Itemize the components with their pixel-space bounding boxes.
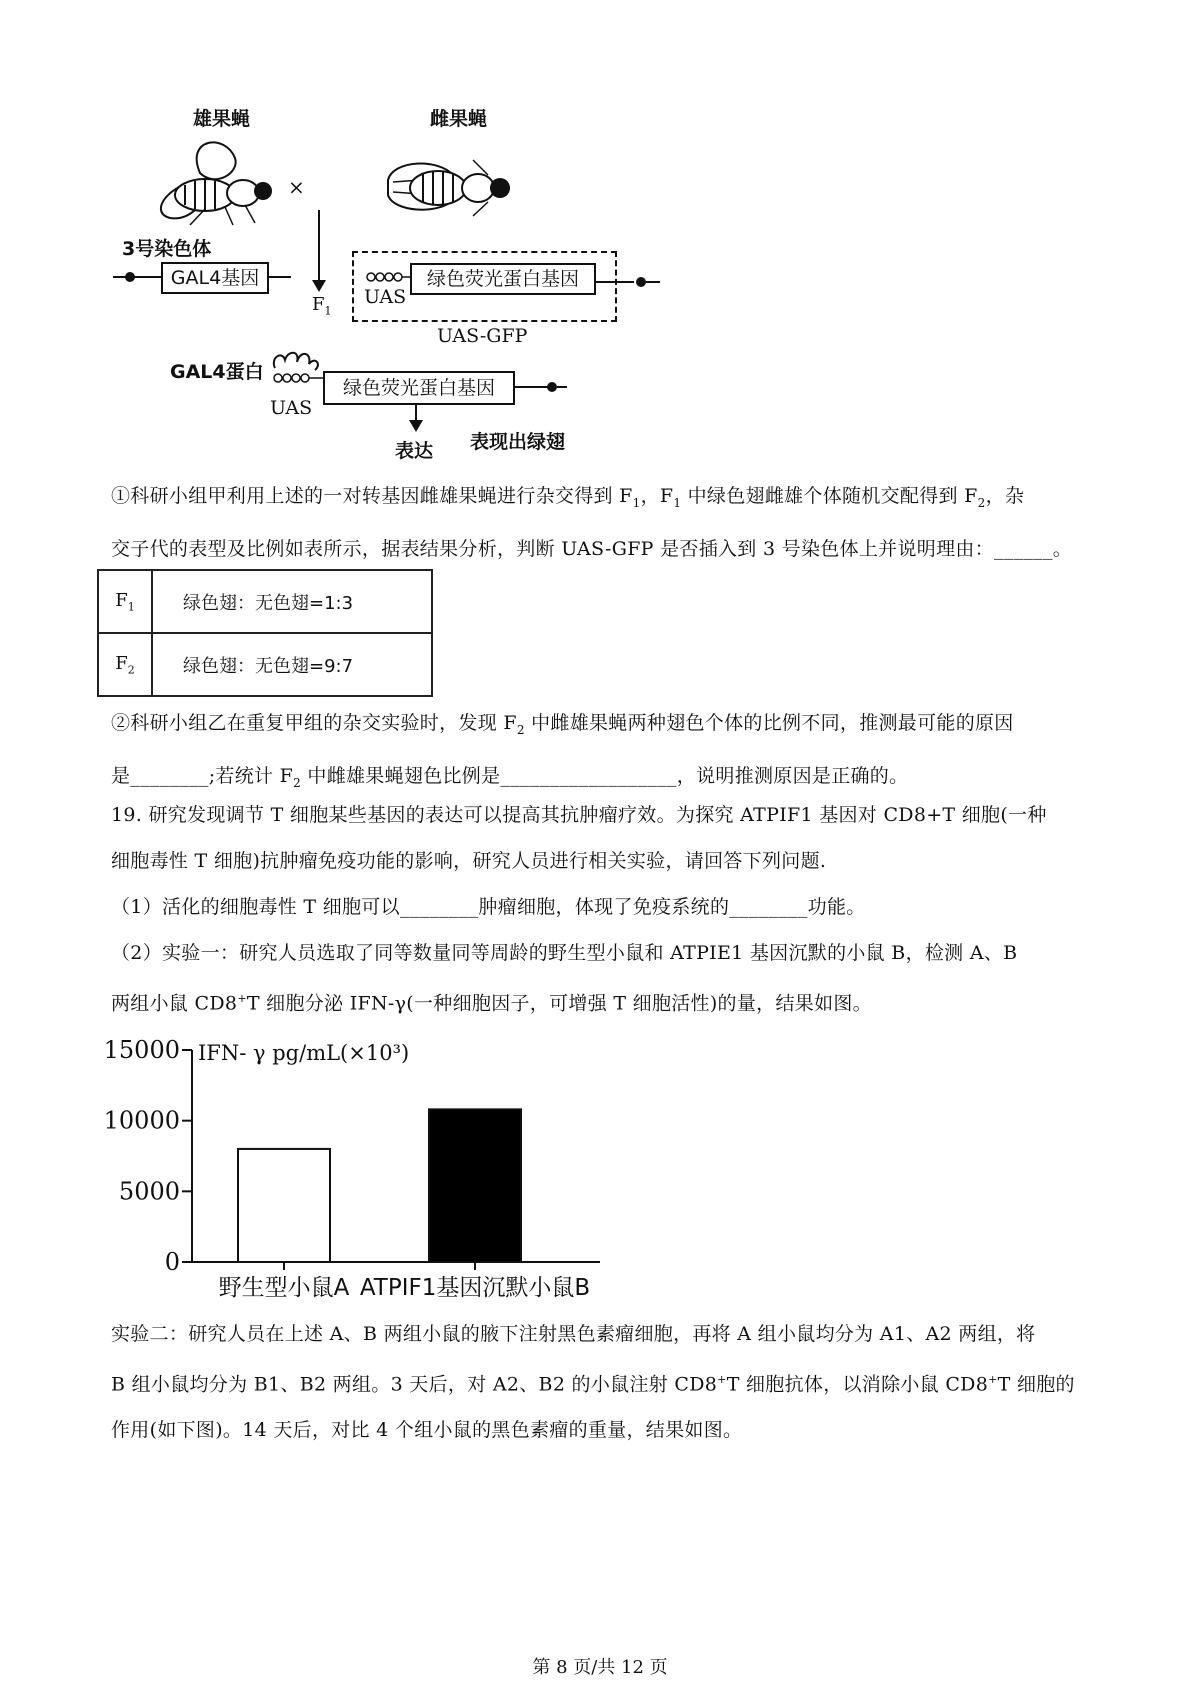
uas-gfp-label: UAS-GFP <box>437 325 528 347</box>
y-tick-label: 10000 <box>103 1106 180 1135</box>
ratio-table <box>97 569 433 697</box>
y-axis-label: IFN- γ pg/mL(×10³) <box>198 1041 410 1065</box>
x-tick-label: ATPIF1基因沉默小鼠B <box>359 1275 591 1301</box>
q1-line-2: 交子代的表型及比例如表所示，据表结果分析，判断 UAS-GFP 是否插入到 3 号染色体上并说明理由：______。 <box>111 537 1073 560</box>
table-cell-generation: $F_2$ <box>98 633 152 696</box>
ifn-gamma-bar-chart <box>100 1030 620 1310</box>
q19-sub-2-line-1: （2）实验一：研究人员选取了同等数量同等周龄的野生型小鼠和 ATPIE1 基因沉默的小鼠 B，检测 A、B <box>111 942 1018 964</box>
bar <box>238 1149 330 1262</box>
q19-sub-1: （1）活化的细胞毒性 T 细胞可以________肿瘤细胞，体现了免疫系统的________功能。 <box>111 896 866 918</box>
male-fly-icon <box>145 133 280 228</box>
phenotype-label: 表现出绿翅 <box>470 431 566 453</box>
centromere-dot <box>125 272 135 282</box>
arrow-down-icon <box>312 280 326 292</box>
question-19-paragraph <box>111 792 1101 1026</box>
centromere-dot <box>636 277 646 287</box>
table-cell-ratio: 绿色翅：无色翅=1:3 <box>152 570 432 633</box>
question-2-paragraph <box>111 700 1101 806</box>
x-tick-label: 野生型小鼠A <box>218 1275 350 1301</box>
y-tick-label: 15000 <box>103 1036 180 1064</box>
uas-label-2: UAS <box>270 397 313 419</box>
express-label: 表达 <box>395 440 434 462</box>
gfp-gene-box-2: 绿色荧光蛋白基因 <box>323 371 515 405</box>
q1-line-1: ①科研小组甲利用上述的一对转基因雌雄果蝇进行杂交得到 $F_1$，$F_1$ 中绿色翅雌雄个体随机交配得到 $F_2$，杂 <box>111 485 1025 510</box>
f1-label: $F_1$ <box>312 294 332 318</box>
q2-line-2: 是________;若统计 $F_2$ 中雌雄果蝇翅色比例是__________________，说明推测原因是正确的。 <box>111 764 909 790</box>
cross-symbol: × <box>288 175 305 199</box>
gal4-protein-label: GAL4蛋白 <box>170 361 264 383</box>
female-fly-icon <box>378 150 518 225</box>
table-row <box>98 570 432 633</box>
table-row <box>98 633 432 696</box>
chromosome3-label: 3号染色体 <box>122 238 212 260</box>
y-tick-label: 5000 <box>118 1177 180 1206</box>
page-footer: 第 8 页/共 12 页 <box>532 1657 668 1678</box>
q2-line-1: ②科研小组乙在重复甲组的杂交实验时，发现 $F_2$ 中雌雄果蝇两种翅色个体的比例不同，推测最可能的原因 <box>111 712 1014 737</box>
exp2-line-2: B 组小鼠均分为 B1、B2 两组。3 天后，对 A2、B2 的小鼠注射 CD8+T 细胞抗体，以消除小鼠 CD8+T 细胞的 <box>111 1373 1075 1396</box>
male-fly-label: 雄果蝇 <box>193 108 251 130</box>
exp2-line-1: 实验二：研究人员在上述 A、B 两组小鼠的腋下注射黑色素瘤细胞，再将 A 组小鼠均分为 A1、A2 两组，将 <box>111 1323 1036 1345</box>
female-fly-label: 雌果蝇 <box>430 108 488 130</box>
q19-sub-2-line-2: 两组小鼠 CD8+T 细胞分泌 IFN-γ(一种细胞因子，可增强 T 细胞活性)的量，结果如图。 <box>111 992 872 1015</box>
question-1-paragraph <box>111 473 1101 572</box>
bar <box>429 1109 521 1262</box>
table-cell-ratio: 绿色翅：无色翅=9:7 <box>152 633 432 696</box>
q19-line-2: 细胞毒性 T 细胞)抗肿瘤免疫功能的影响，研究人员进行相关实验，请回答下列问题. <box>111 850 827 872</box>
y-tick-label: 0 <box>164 1248 180 1276</box>
gfp-gene-box: 绿色荧光蛋白基因 <box>410 263 596 295</box>
experiment-2-paragraph <box>111 1311 1101 1453</box>
centromere-dot <box>547 382 557 392</box>
table-cell-generation: $F_1$ <box>98 570 152 633</box>
gal4-gene-box: GAL4基因 <box>161 262 269 294</box>
arrow-down-icon <box>409 420 423 432</box>
gal4-protein-icon <box>270 348 324 390</box>
q19-line-1: 19. 研究发现调节 T 细胞某些基因的表达可以提高其抗肿瘤疗效。为探究 ATPIF1 基因对 CD8+T 细胞(一种 <box>111 804 1047 826</box>
uas-label: UAS <box>364 286 407 308</box>
uas-circles-icon <box>366 272 410 282</box>
exp2-line-3: 作用(如下图)。14 天后，对比 4 个组小鼠的黑色素瘤的重量，结果如图。 <box>111 1419 743 1442</box>
